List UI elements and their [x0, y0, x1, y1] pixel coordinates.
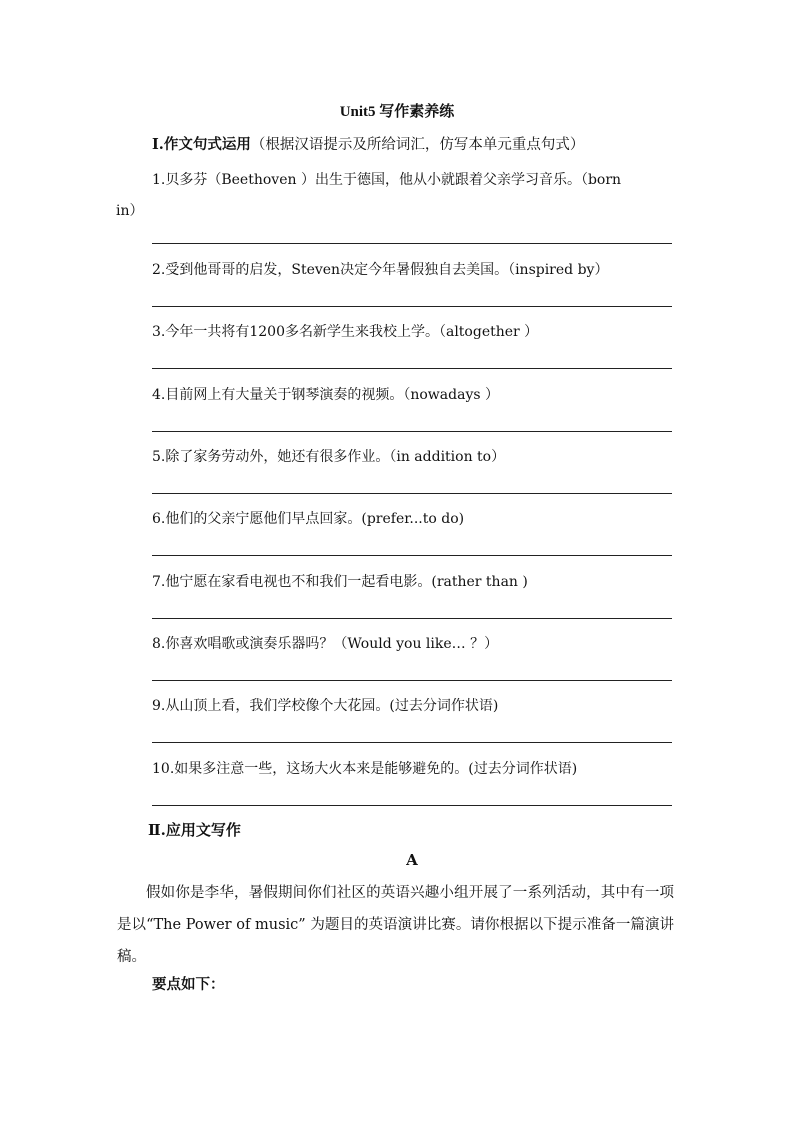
question-10: 10.如果多注意一些，这场大火本来是能够避免的。(过去分词作状语) — [152, 761, 578, 777]
section-1-heading — [152, 133, 584, 154]
answer-line-10[interactable] — [152, 805, 672, 806]
answer-line-6[interactable] — [152, 555, 672, 556]
question-3: 3.今年一共将有1200多名新学生来我校上学。（altogether ） — [152, 324, 539, 340]
section-1-title: I.作文句式运用 — [152, 136, 251, 153]
points-label: 要点如下： — [152, 976, 225, 993]
question-1-wrap: in） — [116, 203, 144, 219]
answer-line-8[interactable] — [152, 680, 672, 681]
section-2-subheading: A — [406, 851, 418, 869]
answer-line-4[interactable] — [152, 431, 672, 432]
question-6: 6.他们的父亲宁愿他们早点回家。(prefer...to do) — [152, 511, 465, 527]
section-1-instruction: （根据汉语提示及所给词汇，仿写本单元重点句式） — [250, 137, 585, 153]
answer-line-2[interactable] — [152, 306, 672, 307]
question-7: 7.他宁愿在家看电视也不和我们一起看电影。(rather than ) — [152, 574, 528, 590]
answer-line-7[interactable] — [152, 618, 672, 619]
answer-line-5[interactable] — [152, 493, 672, 494]
answer-line-1[interactable] — [152, 243, 672, 244]
question-8: 8.你喜欢唱歌或演奏乐器吗？（Would you like… ？） — [152, 636, 499, 652]
section-2-title: Ⅱ.应用文写作 — [148, 821, 241, 839]
writing-prompt: 假如你是李华，暑假期间你们社区的英语兴趣小组开展了一系列活动，其中有一项是以“The Power of music” 为题目的英语演讲比赛。请你根据以下提示准备一篇演讲稿。 — [117, 885, 674, 965]
question-9: 9.从山顶上看，我们学校像个大花园。(过去分词作状语) — [152, 698, 499, 714]
question-1-text: 1.贝多芬（Beethoven ）出生于德国，他从小就跟着父亲学习音乐。（born — [152, 172, 622, 188]
answer-line-9[interactable] — [152, 742, 672, 743]
question-4: 4.目前网上有大量关于钢琴演奏的视频。（nowadays ） — [152, 387, 499, 403]
page-title: Unit5 写作素养练 — [339, 104, 455, 120]
answer-line-3[interactable] — [152, 368, 672, 369]
question-1 — [116, 165, 674, 227]
question-2: 2.受到他哥哥的启发，Steven决定今年暑假独自去美国。（inspired by） — [152, 262, 609, 278]
question-5: 5.除了家务劳动外，她还有很多作业。（in addition to） — [152, 449, 506, 465]
